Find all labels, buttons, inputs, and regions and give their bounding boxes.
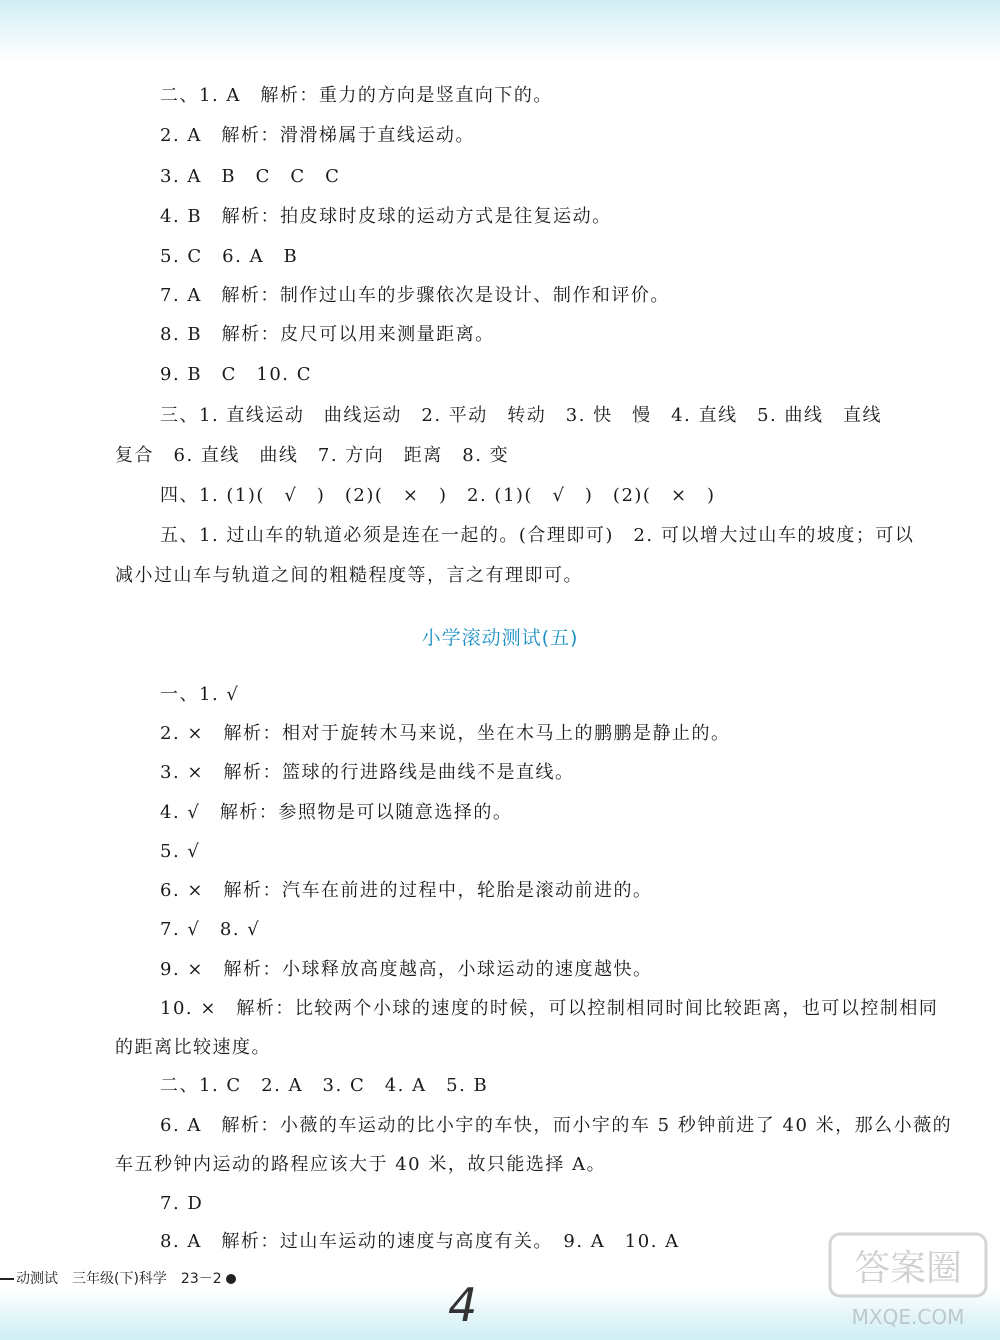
answer-line: 5. √	[160, 841, 201, 862]
watermark-text-bottom: MXQE.COM	[851, 1305, 965, 1329]
answer-line: 一、1. √	[160, 684, 240, 705]
answer-line: 9. × 解析：小球释放高度越高，小球运动的速度越快。	[160, 959, 653, 980]
footer-text: 动测试 三年级(下)科学 23－2	[16, 1271, 222, 1287]
answer-line: 二、1. C 2. A 3. C 4. A 5. B	[160, 1075, 489, 1096]
handwritten-page-number: 4	[448, 1278, 478, 1332]
answer-line: 6. A 解析：小薇的车运动的比小宇的车快，而小宇的车 5 秒钟前进了 40 米，那么小薇的	[160, 1115, 953, 1136]
answer-line: 3. × 解析：篮球的行进路线是曲线不是直线。	[160, 762, 575, 783]
answer-line: 7. √ 8. √	[160, 919, 261, 940]
watermark-logo	[828, 1232, 988, 1332]
answer-line: 4. B 解析：拍皮球时皮球的运动方式是往复运动。	[160, 206, 612, 227]
answer-line: 9. B C 10. C	[160, 364, 313, 385]
answer-line: 10. × 解析：比较两个小球的速度的时候，可以控制相同时间比较距离，也可以控制相同	[160, 998, 939, 1019]
answer-line: 2. A 解析：滑滑梯属于直线运动。	[160, 125, 475, 146]
answer-line: 4. √ 解析：参照物是可以随意选择的。	[160, 802, 513, 823]
answer-line: 减小过山车与轨道之间的粗糙程度等，言之有理即可。	[115, 565, 583, 586]
watermark-text-top: 答案圈	[853, 1248, 963, 1289]
page-footer	[0, 1268, 236, 1288]
answer-line: 7. D	[160, 1193, 204, 1214]
footer-rule	[0, 1278, 14, 1280]
answer-line: 2. × 解析：相对于旋转木马来说，坐在木马上的鹏鹏是静止的。	[160, 723, 731, 744]
answer-line: 三、1. 直线运动 曲线运动 2. 平动 转动 3. 快 慢 4. 直线 5. 曲线 直线	[160, 405, 882, 426]
answer-line: 5. C 6. A B	[160, 246, 299, 267]
answer-line: 3. A B C C C	[160, 166, 341, 187]
footer-dot-icon	[226, 1274, 236, 1284]
top-decorative-band	[0, 0, 1000, 62]
answer-line: 7. A 解析：制作过山车的步骤依次是设计、制作和评价。	[160, 285, 670, 306]
answer-line: 复合 6. 直线 曲线 7. 方向 距离 8. 变	[115, 445, 510, 466]
answer-line: 二、1. A 解析：重力的方向是竖直向下的。	[160, 85, 553, 106]
answer-line: 8. B 解析：皮尺可以用来测量距离。	[160, 324, 495, 345]
answer-line: 车五秒钟内运动的路程应该大于 40 米，故只能选择 A。	[115, 1154, 607, 1175]
answer-line: 的距离比较速度。	[115, 1037, 271, 1058]
answer-line: 四、1. (1)( √ ) (2)( × ) 2. (1)( √ ) (2)( × )	[160, 485, 716, 506]
section-heading: 小学滚动测试(五)	[421, 627, 579, 649]
answer-line: 五、1. 过山车的轨道必须是连在一起的。(合理即可) 2. 可以增大过山车的坡度；可以	[160, 525, 915, 546]
answer-line: 8. A 解析：过山车运动的速度与高度有关。 9. A 10. A	[160, 1231, 680, 1252]
answer-line: 6. × 解析：汽车在前进的过程中，轮胎是滚动前进的。	[160, 880, 653, 901]
